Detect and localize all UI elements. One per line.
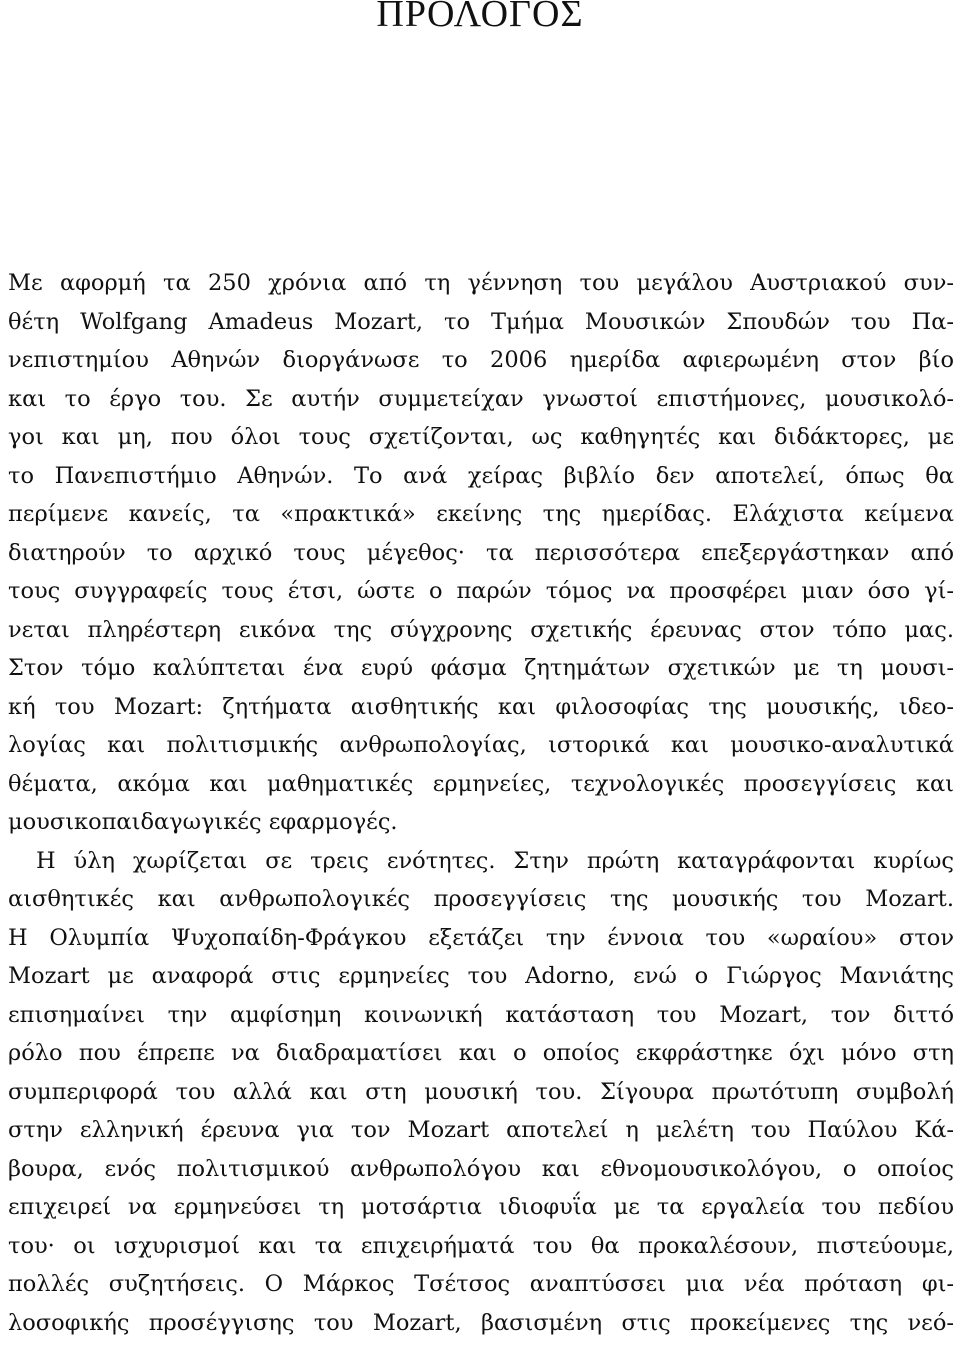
page-title: ΠΡΟΛΟΓΟΣ [376,0,584,35]
text-line: και το έργο του. Σε αυτήν συμμετείχαν γνωστοί επιστήμονες, μουσικολό- [8,385,954,412]
text-line: επισημαίνει την αμφίσημη κοινωνική κατάσταση του Mozart, τον διττό [8,1001,954,1028]
text-line: διατηρούν το αρχικό τους μέγεθος· τα περισσότερα επεξεργάστηκαν από [8,539,954,566]
text-line: πολλές συζητήσεις. Ο Μάρκος Τσέτσος αναπτύσσει μια νέα πρόταση φι- [8,1271,954,1297]
text-line: θέτη Wolfgang Amadeus Mozart, το Τμήμα Μουσικών Σπουδών του Πα- [8,308,954,335]
text-line: στην ελληνική έρευνα για τον Mozart αποτελεί η μελέτη του Παύλου Κά- [8,1117,954,1143]
text-line: κή του Mozart: ζητήματα αισθητικής και φιλοσοφίας της μουσικής, ιδεο- [8,693,954,720]
text-line: το Πανεπιστήμιο Αθηνών. Το ανά χείρας βιβλίο δεν αποτελεί, όπως θα [8,462,954,489]
text-line: μουσικοπαιδαγωγικές εφαρμογές. [8,809,398,835]
text-line: νεπιστημίου Αθηνών διοργάνωσε το 2006 ημερίδα αφιερωμένη στον βίο [8,347,954,373]
text-line: λογίας και πολιτισμικής ανθρωπολογίας, ιστορικά και μουσικο-αναλυτικά [8,732,954,758]
text-line: αισθητικές και ανθρωπολογικές προσεγγίσεις της μουσικής του Mozart. [8,886,954,912]
text-line: γοι και μη, που όλοι τους σχετίζονται, ως καθηγητές και διδάκτορες, με [8,424,954,450]
text-line: τους συγγραφείς τους έτσι, ώστε ο παρών τόμος να προσφέρει μιαν όσο γί- [8,578,954,604]
text-line: λοσοφικής προσέγγισης του Mozart, βασισμένη στις προκείμενες της νεό- [8,1309,954,1336]
text-line: Mozart με αναφορά στις ερμηνείες του Adorno, ενώ ο Γιώργος Μανιάτης [8,963,954,989]
text-line: επιχειρεί να ερμηνεύσει τη μοτσάρτια ιδιοφυΐα με τα εργαλεία του πεδίου [8,1194,954,1220]
text-line: ρόλο που έπρεπε να διαδραματίσει και ο οποίος εκφράστηκε όχι μόνο στη [8,1040,954,1066]
text-line: βουρα, ενός πολιτισμικού ανθρωπολόγου και εθνομουσικολόγου, ο οποίος [8,1155,954,1182]
text-line: νεται πληρέστερη εικόνα της σύγχρονης σχετικής έρευνας στον τόπο μας. [8,616,954,643]
text-line: θέματα, ακόμα και μαθηματικές ερμηνείες, τεχνολογικές προσεγγίσεις και [8,770,954,797]
text-line: Η Ολυμπία Ψυχοπαίδη-Φράγκου εξετάζει την έννοια του «ωραίου» στον [8,924,954,951]
text-line: συμπεριφορά του αλλά και στη μουσική του. Σίγουρα πρωτότυπη συμβολή [8,1078,954,1105]
text-line: Η ύλη χωρίζεται σε τρεις ενότητες. Στην πρώτη καταγράφονται κυρίως [36,847,954,874]
text-line: Με αφορμή τα 250 χρόνια από τη γέννηση του μεγάλου Αυστριακού συν- [8,270,954,296]
text-line: περίμενε κανείς, τα «πρακτικά» εκείνης της ημερίδας. Ελάχιστα κείμενα [8,501,954,527]
text-line: του· οι ισχυρισμοί και τα επιχειρήματά του θα προκαλέσουν, πιστεύουμε, [8,1232,954,1259]
text-line: Στον τόμο καλύπτεται ένα ευρύ φάσμα ζητημάτων σχετικών με τη μουσι- [8,655,954,681]
body-text [8,264,954,1342]
